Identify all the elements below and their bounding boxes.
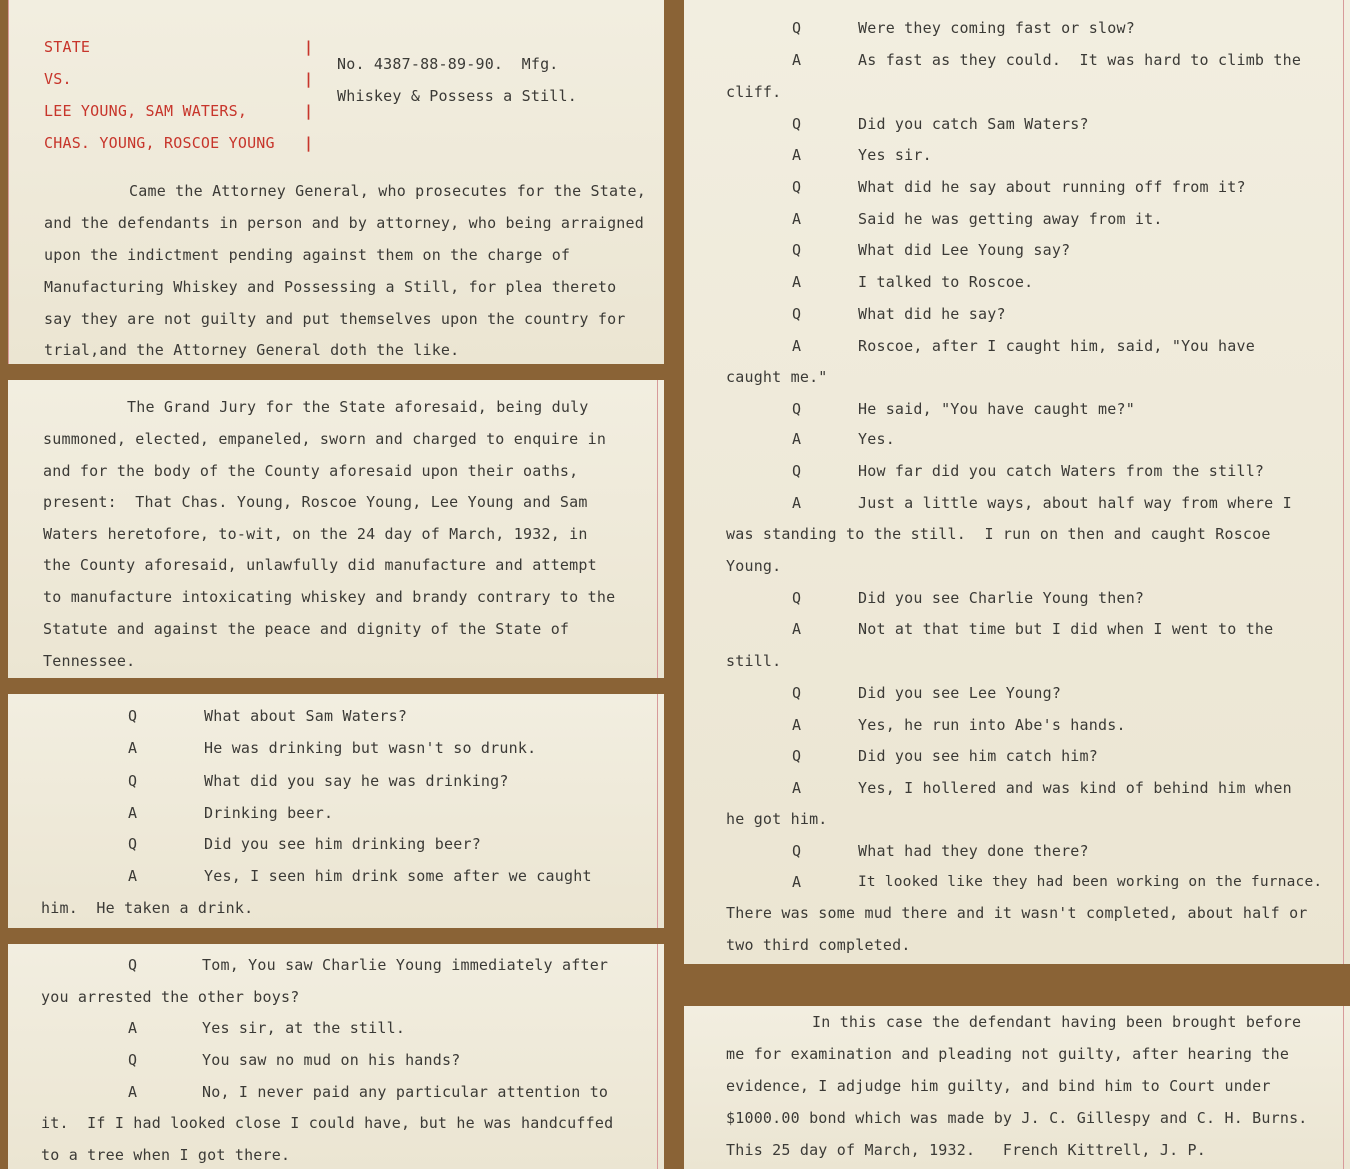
qa-continuation: two third completed. xyxy=(726,936,911,954)
judgment-line: me for examination and pleading not guilty, after hearing the xyxy=(726,1045,1290,1063)
grand-jury-panel xyxy=(8,380,664,678)
margin-rule xyxy=(657,694,658,928)
qa-text: Yes, I hollered and was kind of behind him when xyxy=(858,779,1292,797)
caption-state: STATE xyxy=(44,38,91,56)
margin-rule xyxy=(1343,0,1344,964)
case-charge: Whiskey & Possess a Still. xyxy=(337,87,577,105)
qa-tag: Q xyxy=(792,400,802,418)
caption-defendants-1: LEE YOUNG, SAM WATERS, xyxy=(44,102,248,120)
qa-text: As fast as they could. It was hard to climb the xyxy=(858,51,1302,69)
qa-text: Just a little ways, about half way from where I xyxy=(858,494,1292,512)
qa-tag: Q xyxy=(128,1051,138,1069)
judgment-line: evidence, I adjudge him guilty, and bind him to Court under xyxy=(726,1077,1271,1095)
qa-text: Were they coming fast or slow? xyxy=(858,19,1135,37)
qa-text: You saw no mud on his hands? xyxy=(202,1051,461,1069)
arraignment-line: upon the indictment pending against them on the charge of xyxy=(44,246,571,264)
qa-text: Not at that time but I did when I went to the xyxy=(858,620,1274,638)
qa-tag: A xyxy=(792,716,802,734)
caption-bar: | xyxy=(304,38,314,56)
qa-tag: Q xyxy=(792,115,802,133)
qa-text: Did you see Charlie Young then? xyxy=(858,589,1145,607)
qa-text: I talked to Roscoe. xyxy=(858,273,1034,291)
qa-text: What did Lee Young say? xyxy=(858,241,1071,259)
presentment-line: to manufacture intoxicating whiskey and brandy contrary to the xyxy=(43,588,616,606)
qa-text: Yes, he run into Abe's hands. xyxy=(858,716,1126,734)
qa-text: Yes sir. xyxy=(858,146,932,164)
qa-text: Did you catch Sam Waters? xyxy=(858,115,1089,133)
qa-tag: Q xyxy=(792,684,802,702)
qa-tag: Q xyxy=(792,747,802,765)
qa-tag: A xyxy=(792,430,802,448)
qa-text: Did you see him drinking beer? xyxy=(204,835,481,853)
arraignment-line: Came the Attorney General, who prosecutes for the State, xyxy=(129,182,646,200)
qa-tag: Q xyxy=(792,19,802,37)
qa-text: He was drinking but wasn't so drunk. xyxy=(204,739,537,757)
qa-tag: A xyxy=(128,739,138,757)
qa-text: Roscoe, after I caught him, said, "You have xyxy=(858,337,1255,355)
qa-tag: Q xyxy=(128,707,138,725)
qa-text: It looked like they had been working on the furnace. xyxy=(858,874,1323,890)
qa-text: No, I never paid any particular attention to xyxy=(202,1083,609,1101)
arraignment-line: and the defendants in person and by attorney, who being arraigned xyxy=(44,214,644,232)
qa-tag: Q xyxy=(792,589,802,607)
qa-tag: Q xyxy=(792,178,802,196)
qa-tag: Q xyxy=(792,305,802,323)
qa-tag: Q xyxy=(128,835,138,853)
qa-tag: A xyxy=(792,51,802,69)
margin-rule xyxy=(657,944,658,1169)
presentment-line: the County aforesaid, unlawfully did manufacture and attempt xyxy=(43,556,597,574)
qa-tag: A xyxy=(792,494,802,512)
arraignment-line: trial,and the Attorney General doth the like. xyxy=(44,341,460,359)
qa-continuation: you arrested the other boys? xyxy=(41,988,300,1006)
presentment-line: Statute and against the peace and dignity of the State of xyxy=(43,620,570,638)
qa-tag: A xyxy=(792,620,802,638)
qa-continuation: cliff. xyxy=(726,83,782,101)
qa-tag: Q xyxy=(792,462,802,480)
margin-rule xyxy=(8,0,9,364)
margin-rule xyxy=(657,380,658,678)
qa-text: Did you see him catch him? xyxy=(858,747,1098,765)
qa-continuation: Young. xyxy=(726,557,782,575)
qa-text: Tom, You saw Charlie Young immediately after xyxy=(202,956,609,974)
qa-text: Did you see Lee Young? xyxy=(858,684,1062,702)
testimony-panel-waters xyxy=(8,694,664,928)
qa-continuation: still. xyxy=(726,652,782,670)
caption-arraignment-panel xyxy=(8,0,664,364)
testimony-panel-charlie xyxy=(8,944,664,1169)
caption-bar: | xyxy=(304,102,314,120)
judgment-panel xyxy=(684,1006,1350,1169)
qa-tag: A xyxy=(792,779,802,797)
qa-tag: A xyxy=(128,867,138,885)
qa-tag: Q xyxy=(128,956,138,974)
qa-text: Drinking beer. xyxy=(204,804,334,822)
presentment-line: and for the body of the County aforesaid upon their oaths, xyxy=(43,462,579,480)
qa-tag: A xyxy=(792,273,802,291)
qa-continuation: There was some mud there and it wasn't completed, about half or xyxy=(726,904,1308,922)
qa-tag: A xyxy=(792,210,802,228)
qa-continuation: was standing to the still. I run on then and caught Roscoe xyxy=(726,525,1271,543)
presentment-line: The Grand Jury for the State aforesaid, being duly xyxy=(127,398,589,416)
qa-text: How far did you catch Waters from the still? xyxy=(858,462,1265,480)
qa-continuation: he got him. xyxy=(726,810,828,828)
presentment-line: Waters heretofore, to-wit, on the 24 day of March, 1932, in xyxy=(43,525,588,543)
qa-text: What did you say he was drinking? xyxy=(204,772,509,790)
caption-defendants-2: CHAS. YOUNG, ROSCOE YOUNG xyxy=(44,134,275,152)
judgment-line: $1000.00 bond which was made by J. C. Gillespy and C. H. Burns. xyxy=(726,1109,1308,1127)
qa-tag: A xyxy=(128,1019,138,1037)
qa-text: He said, "You have caught me?" xyxy=(858,400,1135,418)
qa-text: What about Sam Waters? xyxy=(204,707,408,725)
caption-vs: VS. xyxy=(44,70,72,88)
qa-tag: Q xyxy=(128,772,138,790)
case-number: No. 4387-88-89-90. Mfg. xyxy=(337,55,559,73)
caption-bar: | xyxy=(304,134,314,152)
qa-tag: A xyxy=(792,873,802,891)
qa-tag: A xyxy=(792,146,802,164)
caption-bar: | xyxy=(304,70,314,88)
qa-text: What had they done there? xyxy=(858,842,1089,860)
qa-tag: Q xyxy=(792,842,802,860)
qa-text: Yes, I seen him drink some after we caught xyxy=(204,867,592,885)
qa-tag: A xyxy=(792,337,802,355)
qa-text: Said he was getting away from it. xyxy=(858,210,1163,228)
qa-text: What did he say about running off from it? xyxy=(858,178,1246,196)
qa-text: Yes. xyxy=(858,430,895,448)
qa-continuation: it. If I had looked close I could have, but he was handcuffed xyxy=(41,1114,614,1132)
qa-tag: Q xyxy=(792,241,802,259)
testimony-panel-right xyxy=(684,0,1350,964)
margin-rule xyxy=(1343,1006,1344,1169)
presentment-line: summoned, elected, empaneled, sworn and charged to enquire in xyxy=(43,430,607,448)
presentment-line: Tennessee. xyxy=(43,652,136,670)
judgment-line: This 25 day of March, 1932. French Kittrell, J. P. xyxy=(726,1141,1206,1159)
arraignment-line: say they are not guilty and put themselves upon the country for xyxy=(44,310,626,328)
judgment-line: In this case the defendant having been brought before xyxy=(812,1013,1302,1031)
qa-continuation: him. He taken a drink. xyxy=(41,899,254,917)
qa-tag: A xyxy=(128,804,138,822)
presentment-line: present: That Chas. Young, Roscoe Young, Lee Young and Sam xyxy=(43,493,588,511)
qa-tag: A xyxy=(128,1083,138,1101)
qa-continuation: caught me." xyxy=(726,368,828,386)
qa-continuation: to a tree when I got there. xyxy=(41,1146,291,1164)
qa-text: Yes sir, at the still. xyxy=(202,1019,406,1037)
arraignment-line: Manufacturing Whiskey and Possessing a Still, for plea thereto xyxy=(44,278,617,296)
qa-text: What did he say? xyxy=(858,305,1006,323)
